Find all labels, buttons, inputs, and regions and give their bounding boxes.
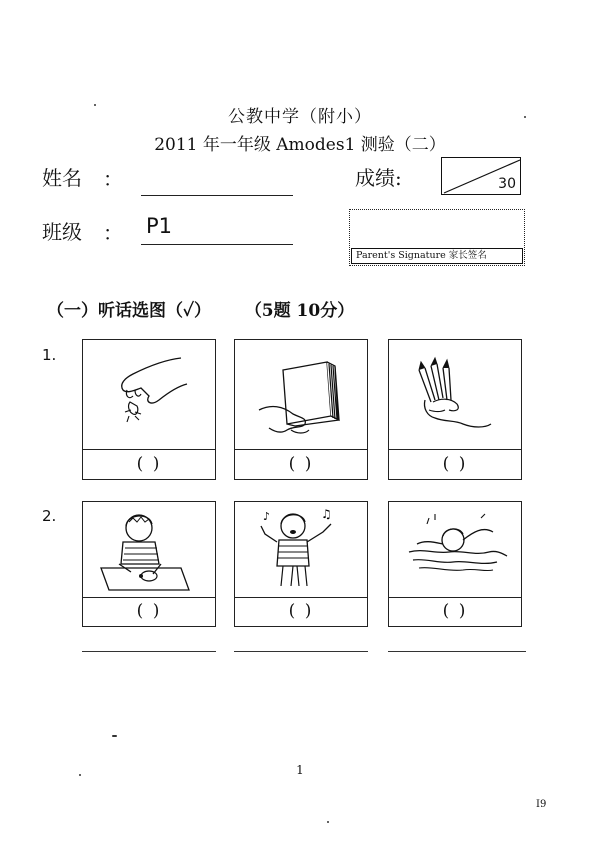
boy-drawing-at-table-picture [83,502,215,598]
score-box [441,157,521,195]
section-points: （5题 10分） [244,301,355,321]
writing-line [82,651,216,652]
parent-signature-label: Parent's Signature 家长签名 [351,248,523,264]
question-number: 1. [42,346,57,364]
name-field[interactable] [141,195,293,196]
answer-card [388,339,522,480]
class-field[interactable] [141,244,293,245]
answer-blank[interactable]: ( ) [235,597,367,626]
writing-line [388,651,526,652]
answer-blank[interactable]: ( ) [389,449,521,479]
hand-holding-prawn-picture [83,340,215,450]
section-title-text: （一）听话选图（✓） [47,301,211,321]
answer-card [234,339,368,480]
class-colon: ： [103,221,123,245]
answer-card [388,501,522,627]
hand-holding-books-picture [235,340,367,450]
hand-holding-pencils-picture [389,340,521,450]
school-name: 公教中学（附小） [228,107,372,127]
scan-speck [524,116,526,118]
scan-speck [112,735,117,737]
corner-mark: I9 [536,799,547,810]
test-title: 2011 年一年级 Amodes1 测验（二） [154,135,446,155]
answer-blank[interactable]: ( ) [83,597,215,626]
answer-card [82,339,216,480]
scan-speck [79,774,81,776]
scan-speck [327,821,329,823]
answer-blank[interactable]: ( ) [83,449,215,479]
svg-text:♫: ♫ [321,507,332,521]
boy-swimming-picture [389,502,521,598]
answer-card [82,501,216,627]
answer-blank[interactable]: ( ) [389,597,521,626]
writing-line [234,651,368,652]
section-title [47,296,354,321]
class-value: P1 [146,214,173,238]
question-number: 2. [42,507,57,525]
score-total: 30 [498,176,516,192]
svg-text:♪: ♪ [263,510,271,523]
answer-card [234,501,368,627]
name-colon: ： [103,167,123,191]
score-label: 成绩: [355,166,402,190]
answer-blank[interactable]: ( ) [235,449,367,479]
class-label: 班级 [42,220,82,244]
parent-signature-box[interactable] [349,209,525,266]
scan-speck [94,104,96,106]
name-label: 姓名 [42,166,82,190]
boy-singing-picture [235,502,367,598]
page-number: 1 [296,763,304,777]
